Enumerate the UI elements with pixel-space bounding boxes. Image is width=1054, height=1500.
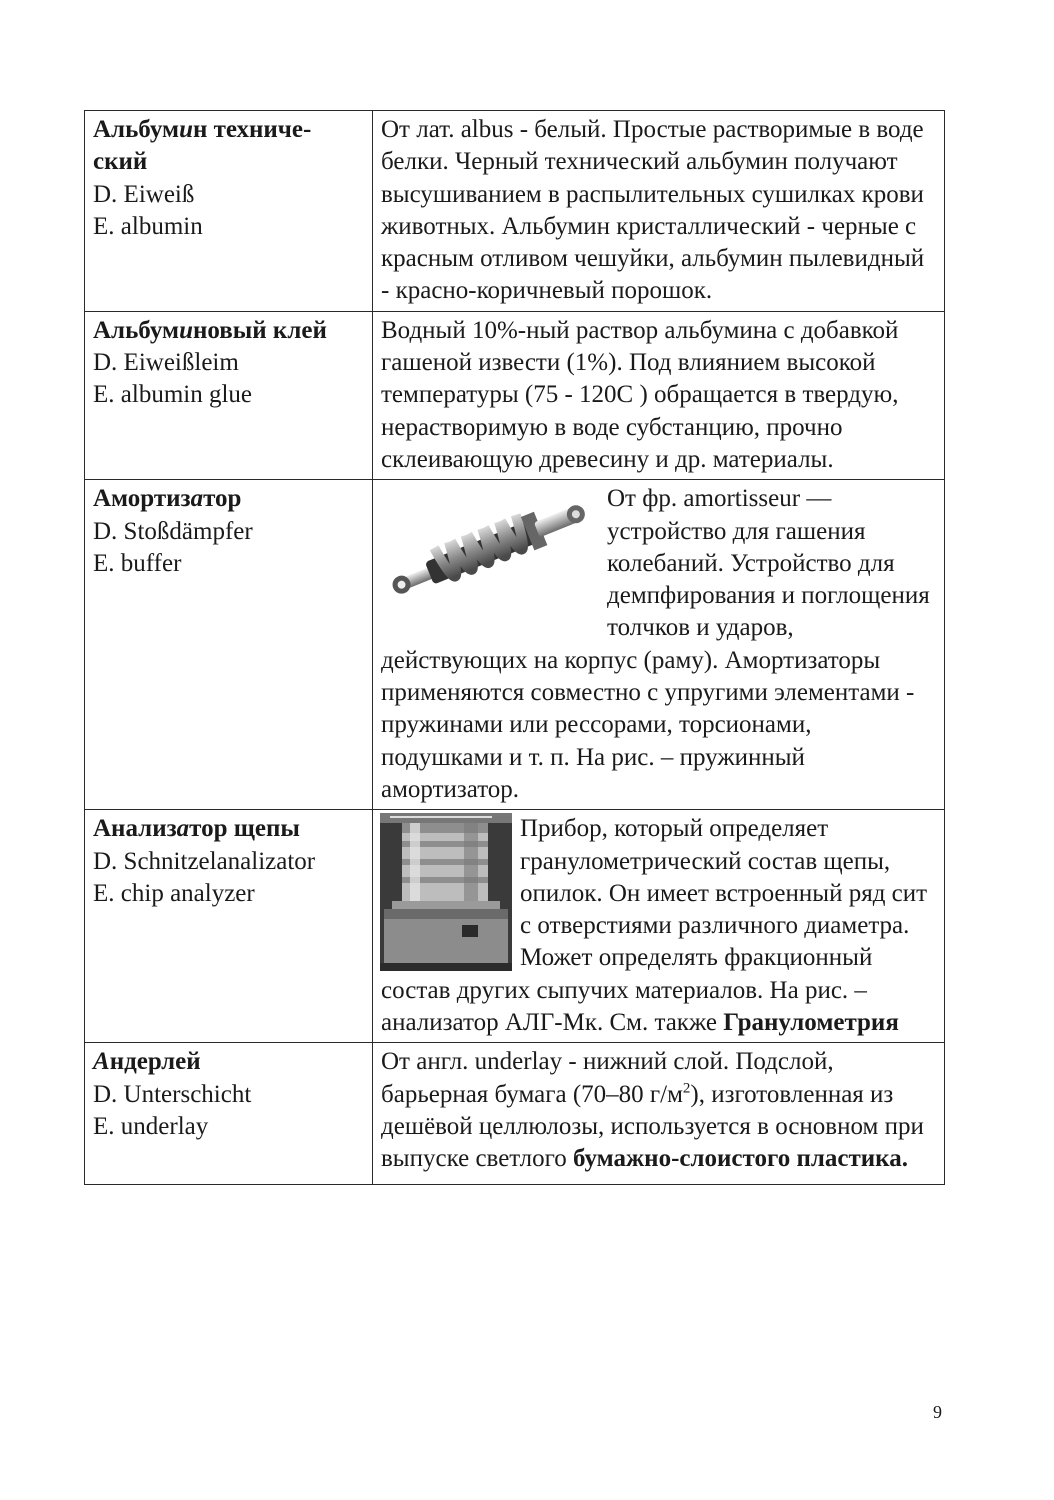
- term-title: Альбуминовый клей: [93, 316, 327, 344]
- glossary-table: [84, 110, 945, 1185]
- definition-text: От фр. amortisseur — устройство для гашения колебаний. Устройство для демпфирования и поглощения толчков и ударов, действующих на корпус (раму). Амортизаторы применяются совместно с упругими элементами - пружинами или рессорами, торсионами, подушками и т. п. На рис. – пружинный амортизатор.: [381, 485, 930, 803]
- term-german: D. Unterschicht: [93, 1080, 252, 1108]
- term-cell: [85, 311, 373, 479]
- definition-cell: [373, 311, 945, 479]
- term-title: Альбумин техниче-: [93, 116, 312, 143]
- term-english: E. albumin: [93, 212, 203, 240]
- term-title: Андерлей: [93, 1048, 201, 1076]
- definition-text: От англ. underlay - нижний слой. Подслой, барьерная бумага (70–80 г/м: [381, 1048, 834, 1108]
- definition-cell: [373, 1043, 945, 1184]
- term-cell: [85, 1043, 373, 1184]
- definition-text-continued: ), изготовленная из дешёвой целлюлозы, используется в основном при выпуске светлого: [381, 1080, 924, 1173]
- definition-text: Прибор, который определяет гранулометрический состав щепы, опилок. Он имеет встроенный ряд сит с отверстиями различного диаметра. Может определять фракционный состав других сыпучих материалов. На рис. – анализатор АЛГ-Мк. См. также: [381, 815, 928, 1037]
- definition-text: Водный 10%-ный раствор альбумина с добавкой гашеной извести (1%). Под влиянием высокой температуры (75 - 120С ) обращается в твердую, нерастворимую в воде субстанцию, прочно склеивающую древесину и др. материалы.: [381, 316, 899, 473]
- term-english: E. albumin glue: [93, 381, 252, 409]
- chip-analyzer-photo-icon: [380, 813, 512, 971]
- definition-cell: [373, 810, 945, 1043]
- glossary-row: [85, 1043, 945, 1184]
- definition-crossref: Гранулометрия: [723, 1009, 899, 1037]
- term-german: D. Schnitzelanalizator: [93, 847, 316, 875]
- glossary-row: [85, 111, 945, 312]
- page-number: 9: [933, 1402, 942, 1422]
- glossary-row: [85, 480, 945, 810]
- definition-cell: [373, 111, 945, 312]
- definition-cell: [373, 480, 945, 810]
- term-cell: [85, 111, 373, 312]
- definition-crossref: бумажно-слоистого пластика.: [572, 1145, 908, 1173]
- glossary-row: [85, 311, 945, 479]
- superscript: 2: [682, 1080, 691, 1097]
- term-german: D. Eiweißleim: [93, 349, 239, 377]
- term-title: Анализатор щепы: [93, 815, 300, 843]
- definition-text: От лат. albus - белый. Простые растворимые в воде белки. Черный технический альбумин получают высушиванием в распылительных сушилках крови животных. Альбумин кристаллический - черные с красным отливом чешуйки, альбумин пылевидный - красно-коричневый порошок.: [381, 116, 925, 305]
- term-german: D. Stoßdämpfer: [93, 517, 253, 545]
- glossary-row: [85, 810, 945, 1043]
- term-cell: [85, 480, 373, 810]
- term-german: D. Eiweiß: [93, 180, 195, 208]
- term-title: Амортизатор: [93, 485, 242, 513]
- term-english: E. underlay: [93, 1112, 209, 1140]
- shock-absorber-photo-icon: [381, 487, 599, 613]
- term-english: E. chip analyzer: [93, 879, 255, 907]
- term-cell: [85, 810, 373, 1043]
- term-title-continuation: ский: [93, 148, 148, 176]
- term-english: E. buffer: [93, 549, 182, 577]
